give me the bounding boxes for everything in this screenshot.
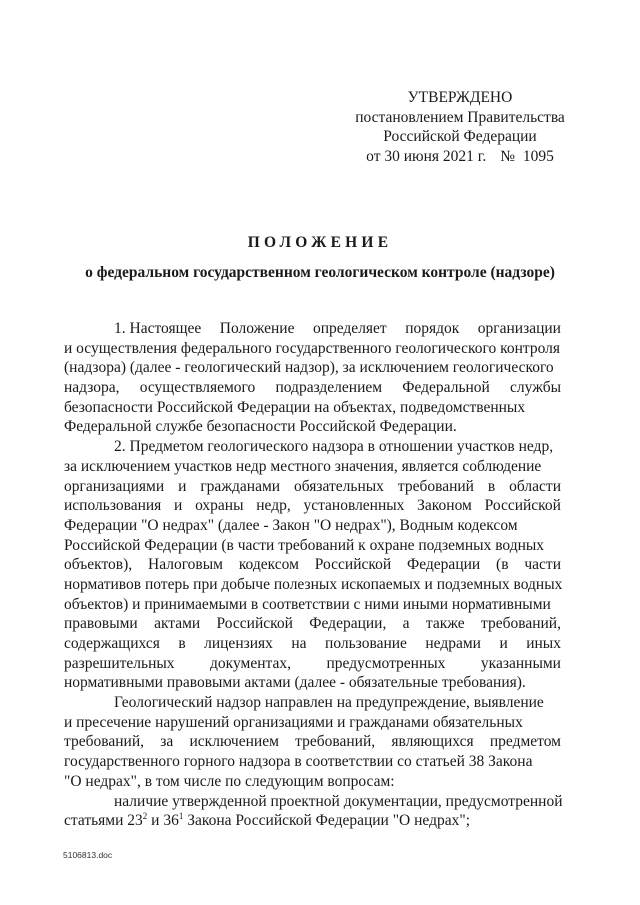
word: государственного горного надзора в соответствии со статьей 38 Закона [64,753,533,771]
text-line [64,319,561,339]
reference-text: Закона Российской Федерации "О недрах"; [183,812,470,830]
text-line [64,732,561,752]
approval-number-sign: № [500,147,516,165]
word: документах, [210,654,291,672]
word: являющихся [391,733,474,751]
word: охраны [195,497,244,515]
word: и осуществления федерального государственного геологического контроля [64,339,561,357]
text-line [64,693,561,713]
word: пользование [325,635,407,652]
reference-text: и 36 [147,812,179,830]
word: указанными [480,654,561,672]
word: организации [477,320,561,337]
text-line [64,437,561,457]
word: предметом [489,733,561,751]
text-line [64,654,561,674]
word: также [425,615,465,633]
word: недр, [256,497,291,515]
article-reference [64,811,470,831]
word: разрешительных [64,654,175,672]
word: Законом [417,497,472,515]
text-line [64,713,561,733]
word: и [178,477,187,495]
word: Федерации "О недрах" (далее - Закон "О недрах"), Водным кодексом [64,516,518,534]
word: объектов), [64,556,133,574]
text-line [64,457,561,477]
superscript: 1 [178,811,184,822]
word: Федеральной службе безопасности Российской Федерации. [64,418,457,436]
text-line [64,752,561,772]
text-line [64,477,561,497]
text-line [64,595,561,615]
document-title: ПОЛОЖЕНИЕ [247,234,393,251]
word: (надзора) (далее - геологический надзор), за исключением геологического [64,359,554,377]
word: и [174,497,183,515]
text-line [64,575,561,595]
text-line [64,378,561,398]
text-line [64,634,561,654]
word: объектов) и принимаемыми в соответствии с ними иными нормативными [64,595,551,613]
file-name-footer: 5106813.doc [63,850,113,860]
word: в [178,635,186,652]
word: подразделением [275,379,383,397]
text-line [64,398,561,418]
word: Российской [484,497,561,515]
approval-date-line [330,147,590,167]
word: за исключением участков недр местного значения, является соблюдение [64,457,542,475]
word: исключением [189,733,279,751]
word: Федеральной [402,379,490,397]
word: службы [510,379,561,397]
reference-text: статьями 23 [64,812,143,830]
word: кодексом [238,556,299,574]
word: требований [397,477,474,495]
text-line [64,811,561,831]
text-line [64,772,561,792]
word: определяет [312,320,387,337]
text-line [64,555,561,575]
text-line [64,792,561,812]
word: нормативными правовыми актами (далее - обязательные требования). [64,674,526,692]
word: безопасности Российской Федерации на объектах, подведомственных [64,398,526,416]
word: правовыми [64,615,138,633]
word: а [402,615,410,633]
approval-heading: УТВЕРЖДЕНО [407,89,513,106]
text-line [64,673,561,693]
approval-block [330,88,590,166]
approval-number: 1095 [522,147,554,165]
text-line [64,339,561,359]
word: и пресечение нарушений организациями и гражданами обязательных [64,713,523,731]
word: части [524,556,561,574]
word: требований, [480,615,561,633]
text-line [64,358,561,378]
word: (в [496,556,509,574]
word: порядок [405,320,460,337]
text-line [64,536,561,556]
word: 2. Предметом геологического надзора в отношении участков недр, [114,438,554,456]
word: 1. Настоящее [114,320,202,337]
word: предусмотренных [326,654,446,672]
word: области [509,477,561,495]
word: Положение [219,320,295,337]
word: Федерации [407,556,481,574]
text-line [64,496,561,516]
word: Российской Федерации (в части требований к охране подземных водных [64,536,545,554]
word: "О недрах", в том числе по следующим вопросам: [64,772,395,790]
document-body [64,319,561,831]
word: на [291,635,307,652]
document-subtitle: о федеральном государственном геологическом контроле (надзоре) [85,264,555,281]
word: иных [526,635,561,652]
word: нормативов потерь при добыче полезных ископаемых и подземных водных [64,575,563,593]
text-line [64,614,561,634]
word: лицензиях [204,635,273,652]
word: гражданами [200,477,281,495]
word: Налоговым [148,556,223,574]
word: содержащихся [64,635,160,652]
word: Геологический надзор направлен на предупреждение, выявление [114,694,544,712]
word: использования [64,497,162,515]
word: обязательных [294,477,384,495]
word: Федерации, [309,615,387,633]
approval-government-line: Российской Федерации [383,128,537,145]
text-line [64,516,561,536]
word: требований, [295,733,376,751]
word: недрами [425,635,481,652]
word: осуществляемого [139,379,256,397]
superscript: 2 [142,811,148,822]
approval-decree-line: постановлением Правительства [355,108,565,126]
word: установленных [303,497,405,515]
word: актами [154,615,201,633]
approval-date: от 30 июня 2021 г. [366,147,487,165]
word: Российской [216,615,293,633]
word: Российской [314,556,392,574]
word: и [499,635,508,652]
word: в [487,477,496,495]
word: наличие утвержденной проектной документации, предусмотренной [114,792,563,810]
word: организациями [64,477,165,495]
text-line [64,417,561,437]
word: за [160,733,174,751]
word: надзора, [64,379,120,397]
word: требований, [64,733,144,751]
